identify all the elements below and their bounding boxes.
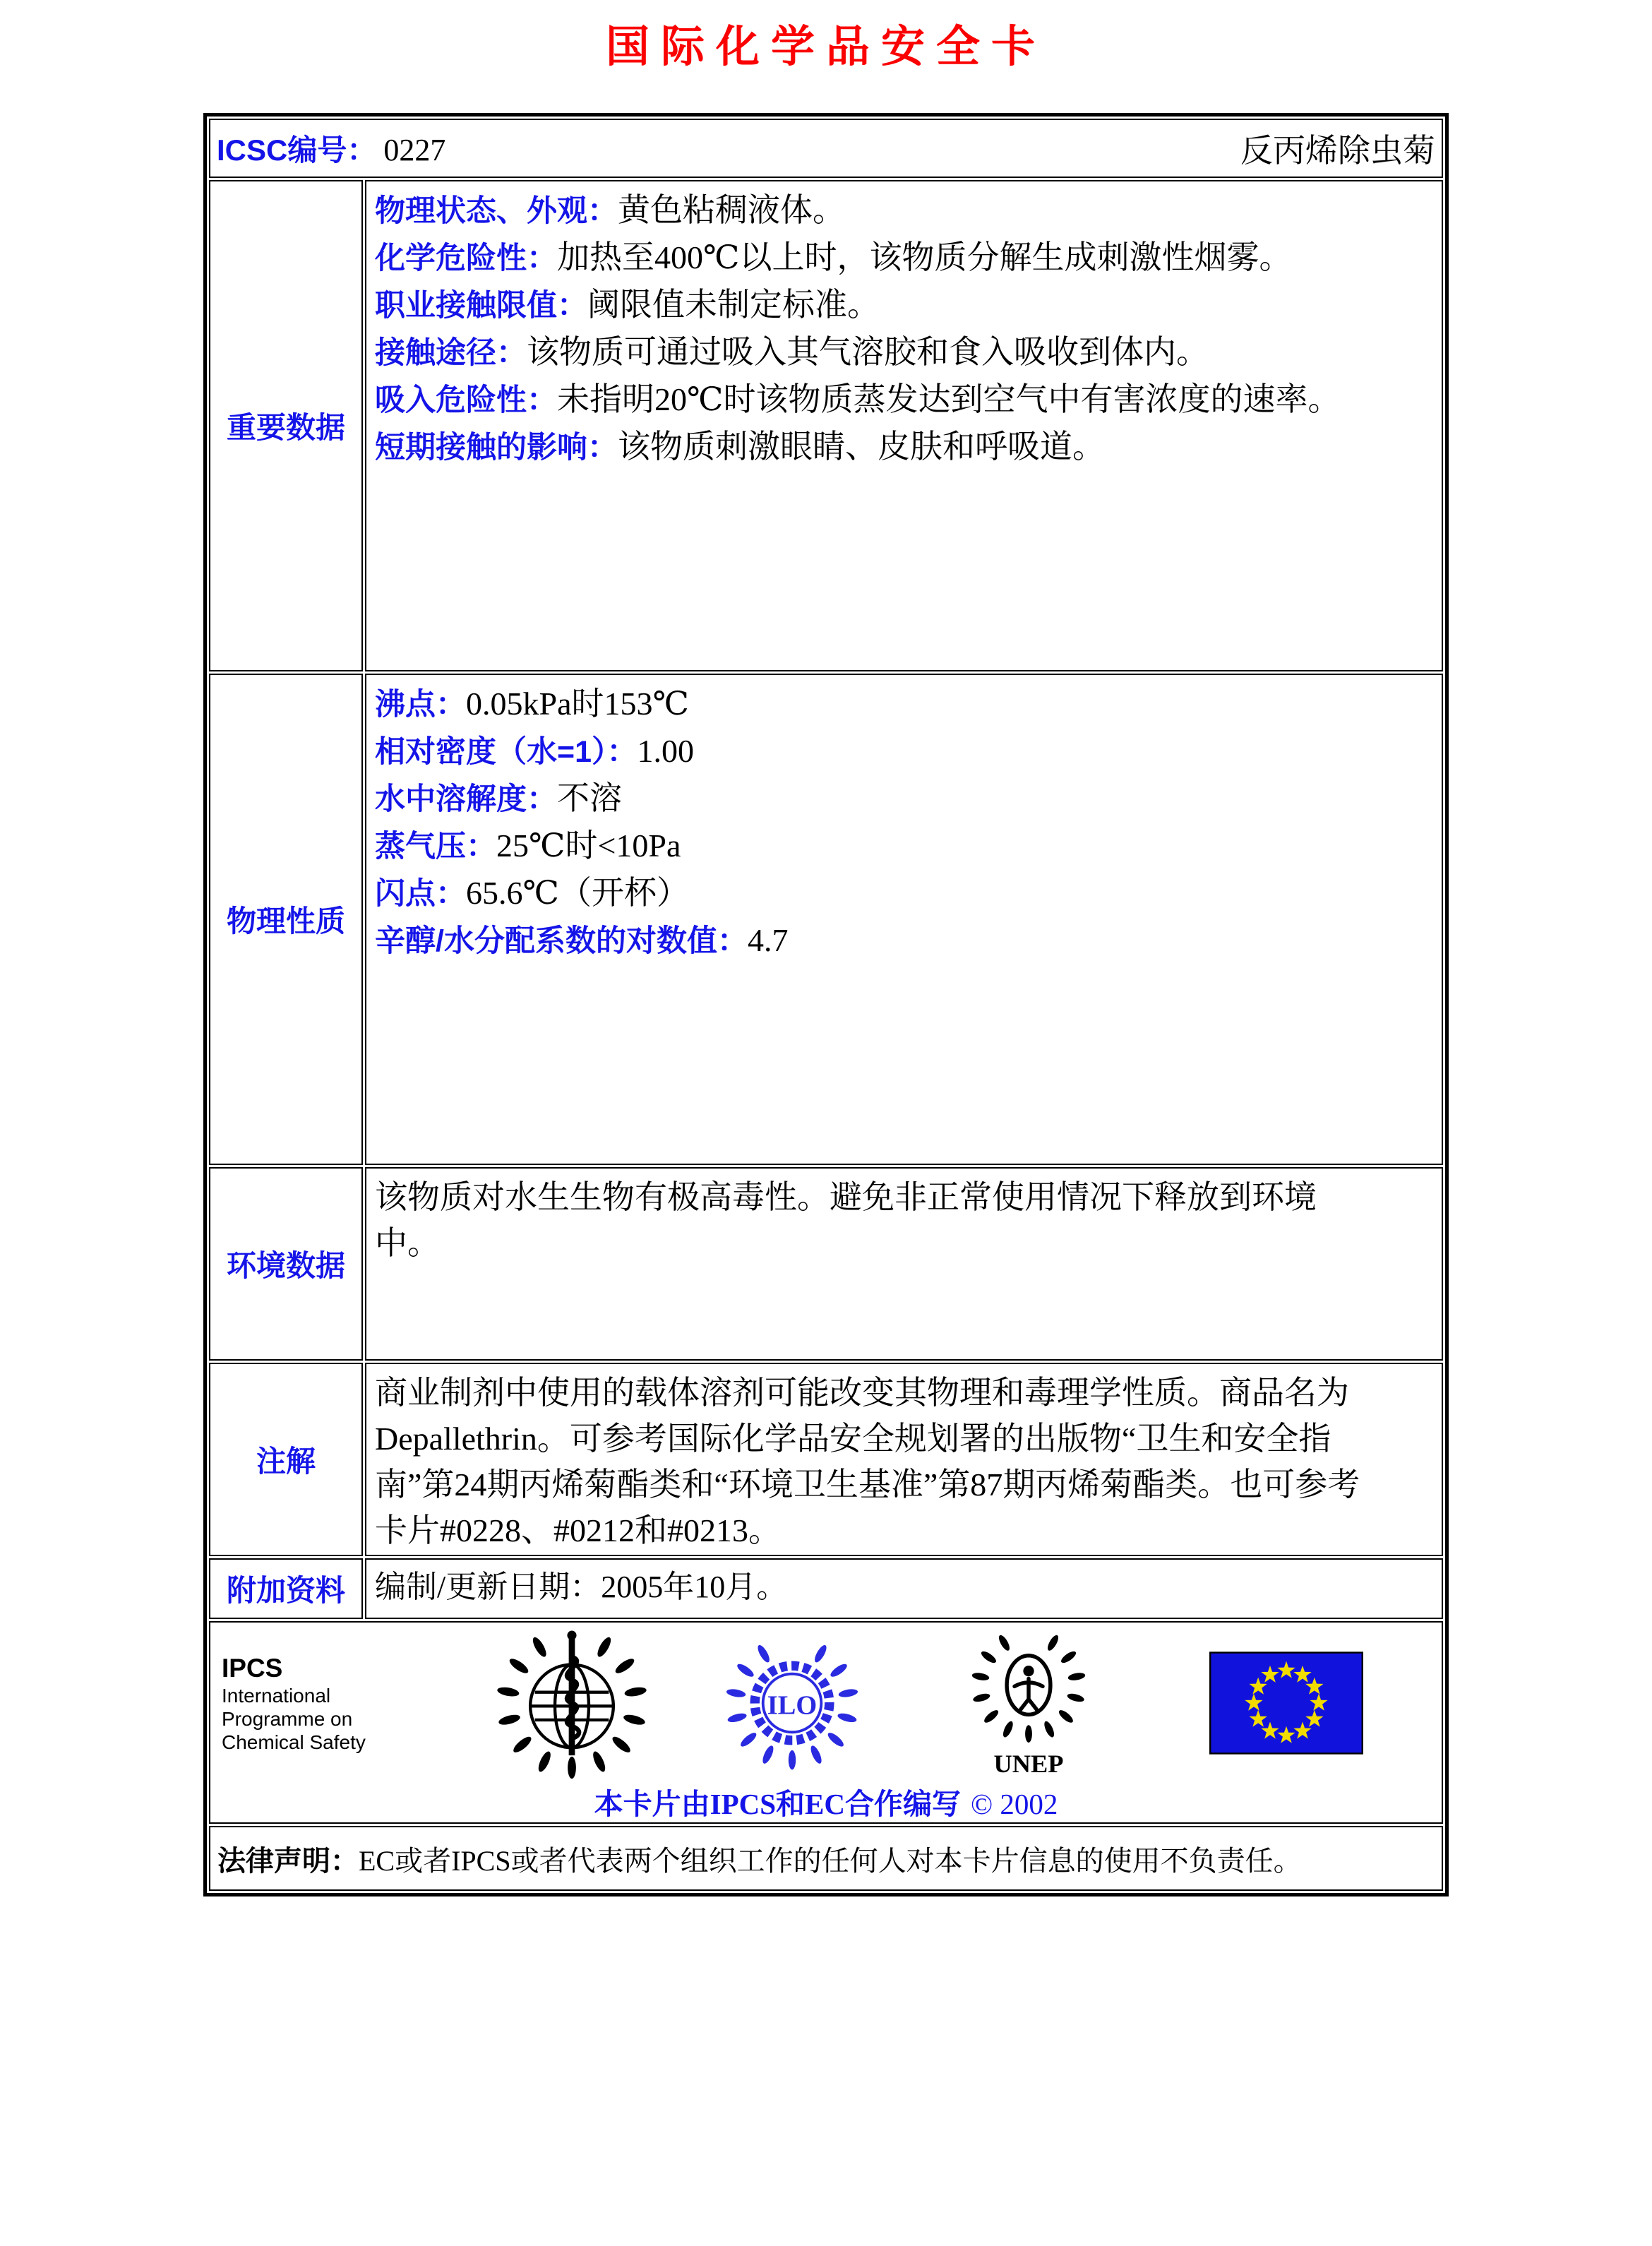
field-value: 黄色粘稠液体。 bbox=[618, 192, 845, 228]
field-label: 相对密度（水=1）： bbox=[375, 735, 638, 769]
ipcs-acronym: IPCS bbox=[222, 1653, 283, 1683]
field-value: 不溶 bbox=[557, 780, 622, 816]
eu-flag-icon bbox=[1209, 1651, 1363, 1755]
field-label: 编制/更新日期： bbox=[375, 1570, 601, 1604]
who-logo-icon bbox=[484, 1626, 660, 1780]
data-line bbox=[375, 424, 1436, 471]
safety-card-table bbox=[203, 113, 1449, 1896]
data-line bbox=[375, 870, 1436, 917]
page-title: 国际化学品安全卡 bbox=[605, 23, 1046, 71]
field-label: 辛醇/水分配系数的对数值： bbox=[375, 924, 748, 958]
legal-notice-label: 法律声明： bbox=[217, 1845, 359, 1877]
header-cell bbox=[209, 119, 1443, 178]
legal-notice-row bbox=[209, 1826, 1443, 1891]
credit-text: 本卡片由IPCS和EC合作编写 bbox=[594, 1788, 961, 1820]
data-line bbox=[375, 1565, 1436, 1609]
notes-content bbox=[365, 1363, 1443, 1556]
field-value: 该物质可通过吸入其气溶胶和食入吸收到体内。 bbox=[527, 334, 1209, 370]
ilo-monogram: ILO bbox=[767, 1690, 818, 1721]
field-label: 沸点： bbox=[375, 688, 466, 722]
ipcs-text-block bbox=[222, 1653, 416, 1754]
data-line bbox=[375, 775, 1436, 823]
field-label: 吸入危险性： bbox=[375, 383, 557, 417]
copyright-text: © 2002 bbox=[970, 1788, 1058, 1820]
ipcs-name-line: Programme on bbox=[222, 1707, 353, 1730]
field-value: 未指明20℃时该物质蒸发达到空气中有害浓度的速率。 bbox=[557, 381, 1341, 417]
logos-footer-cell bbox=[209, 1621, 1443, 1824]
data-line bbox=[375, 728, 1436, 775]
notes-row bbox=[209, 1363, 1443, 1556]
field-value: 加热至400℃以上时，该物质分解生成刺激性烟雾。 bbox=[557, 239, 1292, 275]
logos-footer-row bbox=[209, 1621, 1443, 1824]
data-line bbox=[375, 187, 1436, 234]
field-value: 2005年10月。 bbox=[601, 1570, 788, 1604]
data-line bbox=[375, 917, 1436, 964]
unep-logo-icon bbox=[962, 1626, 1095, 1780]
data-line bbox=[375, 282, 1436, 329]
legal-notice-text: EC或者IPCS或者代表两个组织工作的任何人对本卡片信息的使用不负责任。 bbox=[359, 1844, 1302, 1877]
logos-row bbox=[210, 1623, 1442, 1778]
notes-text: 商业制剂中使用的载体溶剂可能改变其物理和毒理学性质。商品名为Depallethrin。可参考国际化学品安全规划署的出版物“卫生和安全指南”第24期丙烯菊酯类和“环境卫生基准”第87期丙烯菊酯类。也可参考卡片#0228、#0212和#0213。 bbox=[375, 1375, 1360, 1548]
important-data-content bbox=[365, 180, 1443, 671]
section-label-physical: 物理性质 bbox=[209, 674, 363, 1165]
field-label: 水中溶解度： bbox=[375, 782, 557, 816]
chemical-name: 反丙烯除虫菊 bbox=[1240, 133, 1435, 169]
legal-notice-cell bbox=[209, 1826, 1443, 1891]
field-value: 0.05kPa时153℃ bbox=[466, 686, 689, 722]
field-value: 4.7 bbox=[747, 922, 789, 958]
environment-row bbox=[209, 1167, 1443, 1361]
field-value: 25℃时<10Pa bbox=[496, 828, 681, 864]
additional-info-row bbox=[209, 1558, 1443, 1619]
field-label: 接触途径： bbox=[375, 336, 527, 370]
field-label: 闪点： bbox=[375, 877, 466, 911]
credit-line bbox=[210, 1781, 1442, 1822]
data-line bbox=[375, 823, 1436, 870]
data-line bbox=[375, 681, 1436, 728]
section-label-important: 重要数据 bbox=[209, 180, 363, 671]
section-label-environment: 环境数据 bbox=[209, 1167, 363, 1361]
physical-properties-row bbox=[209, 674, 1443, 1165]
data-line bbox=[375, 234, 1436, 282]
unep-wordmark: UNEP bbox=[993, 1750, 1064, 1779]
field-label: 职业接触限值： bbox=[375, 289, 587, 323]
section-label-notes: 注解 bbox=[209, 1363, 363, 1556]
ipcs-name-line: International bbox=[222, 1684, 331, 1707]
section-label-additional: 附加资料 bbox=[209, 1558, 363, 1619]
field-value: 65.6℃（开杯） bbox=[466, 875, 689, 911]
important-data-row bbox=[209, 180, 1443, 671]
icsc-number-label: ICSC编号： bbox=[217, 133, 377, 167]
field-label: 物理状态、外观： bbox=[375, 194, 618, 228]
physical-properties-content bbox=[365, 674, 1443, 1165]
environment-text: 该物质对水生生物有极高毒性。避免非正常使用情况下释放到环境中。 bbox=[375, 1179, 1317, 1261]
additional-info-content bbox=[365, 1558, 1443, 1619]
field-value: 该物质刺激眼睛、皮肤和呼吸道。 bbox=[618, 429, 1105, 465]
icsc-number-value: 0227 bbox=[383, 133, 446, 167]
ipcs-name-line: Chemical Safety bbox=[222, 1731, 366, 1753]
field-label: 短期接触的影响： bbox=[375, 431, 618, 465]
data-line bbox=[375, 376, 1436, 424]
data-line bbox=[375, 329, 1436, 376]
header-row bbox=[209, 119, 1443, 178]
icsc-number-group bbox=[217, 127, 445, 169]
field-label: 蒸气压： bbox=[375, 830, 496, 864]
ilo-logo-icon bbox=[721, 1635, 863, 1771]
field-value: 1.00 bbox=[637, 733, 695, 769]
field-label: 化学危险性： bbox=[375, 241, 557, 275]
environment-content bbox=[365, 1167, 1443, 1361]
unep-person-figure bbox=[1007, 1656, 1051, 1715]
field-value: 阈限值未制定标准。 bbox=[587, 287, 880, 323]
